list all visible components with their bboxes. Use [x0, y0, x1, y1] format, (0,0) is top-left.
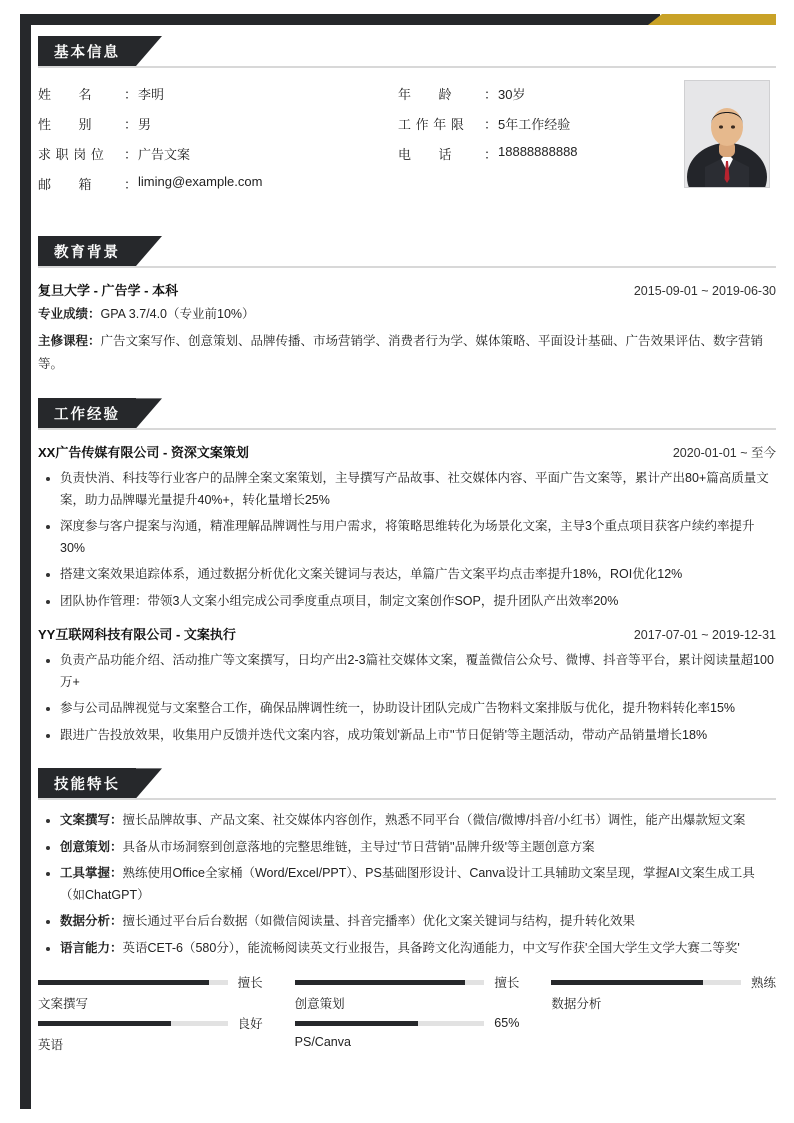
info-email-value: liming@example.com: [138, 174, 263, 189]
list-item: • 参与公司品牌视觉与文案整合工作，确保品牌调性统一，协助设计团队完成广告物料文案排版与优化，提升物料转化率15%: [60, 698, 776, 720]
skill-desc: 英语CET-6（580分），能流畅阅读英文行业报告，具备跨文化沟通能力，中文写作获'全国大学生文学大赛二等奖': [122, 940, 740, 955]
section-skills: [38, 768, 776, 1053]
experience-date: 2017-07-01 ~ 2019-12-31: [633, 628, 776, 643]
info-years-value: 5年工作经验: [498, 117, 571, 132]
section-title-experience: 工作经验: [38, 398, 136, 428]
list-item: [60, 911, 776, 933]
section-title-skills: 技能特长: [38, 768, 136, 798]
skill-name: 数据分析：: [60, 914, 123, 929]
section-title-education: 教育背景: [38, 236, 136, 266]
skill-bar-track: [551, 980, 741, 985]
skill-bar-fill: [551, 980, 703, 985]
experience-role: 文案执行: [183, 627, 236, 643]
experience-bullet-list: [38, 468, 776, 612]
section-header-basic: [38, 36, 776, 66]
skill-bar-item: [38, 1014, 263, 1053]
skill-bar-row: [295, 973, 520, 991]
skill-bar-track: [295, 980, 485, 985]
skill-bar-item: [38, 973, 263, 1012]
skill-bar-name: PS/Canva: [294, 1035, 351, 1050]
experience-entry: [38, 624, 776, 746]
education-courses-value: 广告文案写作、创意策划、品牌传播、市场营销学、消费者行为学、媒体策略、平面设计基础、广告效果评估、数字营销等。: [38, 334, 764, 372]
skill-bar-row: [38, 973, 263, 991]
skill-name: 工具掌握：: [60, 866, 123, 881]
info-age-label: 年 龄: [398, 87, 453, 102]
skill-bar-name: 创意策划: [294, 997, 345, 1012]
education-entry-head: [38, 280, 776, 299]
info-colon: ：: [124, 117, 138, 132]
section-header-tail: [136, 236, 162, 266]
skill-bar-track: [38, 1021, 228, 1026]
skill-bar-fill: [38, 980, 209, 985]
section-experience: [38, 398, 776, 746]
skill-bar-name: 文案撰写: [38, 997, 89, 1012]
info-colon: ：: [124, 147, 138, 162]
skill-name: 创意策划：: [60, 839, 123, 854]
experience-role: 资深文案策划: [170, 445, 249, 461]
info-colon: ：: [484, 87, 498, 102]
info-position-value: 广告文案: [138, 147, 191, 162]
experience-title-wrap: [38, 624, 236, 643]
education-date: 2015-09-01 ~ 2019-06-30: [633, 284, 776, 298]
left-decor-rail: [20, 14, 31, 1109]
skill-bar-item: [295, 1014, 520, 1053]
skill-bar-row: [295, 1014, 520, 1032]
info-name: [38, 84, 398, 103]
skill-bar-item: [295, 973, 520, 1012]
list-item: • 团队协作管理：带领3人文案小组完成公司季度重点项目，制定文案创作SOP，提升团队产出效率20%: [60, 591, 776, 613]
info-name-value: 李明: [138, 87, 165, 102]
skill-bars: [38, 973, 776, 1053]
skill-bar-track: [38, 980, 228, 985]
skill-bar-fill: [295, 980, 466, 985]
skill-bar-track: [295, 1021, 485, 1026]
section-header-skills: [38, 768, 776, 798]
skills-bullet-list: [38, 810, 776, 959]
education-entry: [38, 280, 776, 376]
skill-desc: 熟练使用Office全家桶（Word/Excel/PPT）、PS基础图形设计、Canva设计工具辅助文案呈现，掌握AI文案生成工具（如ChatGPT）: [60, 866, 755, 902]
experience-entry: [38, 442, 776, 612]
list-item: • 负责产品功能介绍、活动推广等文案撰写，日均产出2-3篇社交媒体文案，覆盖微信公众号、微博、抖音等平台，累计阅读量超100万+: [60, 650, 776, 693]
section-title-basic: 基本信息: [38, 36, 136, 66]
info-phone-value: 18888888888: [498, 144, 578, 159]
education-title: 复旦大学 - 广告学 - 本科: [38, 283, 179, 298]
list-item: [60, 863, 776, 906]
experience-date: 2020-01-01 ~ 至今: [672, 446, 776, 461]
list-item: • 负责快消、科技等行业客户的品牌全案文案策划，主导撰写产品故事、社交媒体内容、平面广告文案等，累计产出80+篇高质量文案，助力品牌曝光量提升40%+，转化量增长25%: [60, 468, 776, 511]
skill-bar-row: [551, 973, 776, 991]
section-header-tail: [136, 398, 162, 428]
skill-name: 语言能力：: [60, 940, 123, 955]
skill-desc: 擅长品牌故事、产品文案、社交媒体内容创作，熟悉不同平台（微信/微博/抖音/小红书）调性，能产出爆款短文案: [122, 813, 746, 828]
info-colon: ：: [484, 147, 498, 162]
info-phone-label: 电 话: [398, 147, 453, 162]
section-education: [38, 236, 776, 376]
experience-company: YY互联网科技有限公司: [38, 627, 173, 643]
info-gender: [38, 114, 398, 133]
section-header-tail: [136, 768, 162, 798]
list-item: [60, 810, 776, 832]
info-colon: ：: [484, 117, 498, 132]
experience-bullet-list: [38, 650, 776, 746]
skill-bar-fill: [38, 1021, 171, 1026]
skill-name: 文案撰写：: [60, 813, 123, 828]
skill-bar-level: 擅长: [494, 976, 520, 991]
section-basic-info: [38, 36, 776, 214]
basic-info-body: [38, 68, 776, 214]
info-name-label: 姓 名: [38, 87, 93, 102]
resume-content: [31, 14, 776, 1123]
portrait-photo-icon: [685, 81, 769, 187]
basic-info-grid: [38, 84, 776, 193]
education-courses-label: 主修课程：: [38, 334, 101, 349]
info-colon: ：: [124, 177, 138, 192]
experience-separator: -: [159, 445, 171, 461]
section-rule: [38, 428, 776, 430]
skill-bar-name: 数据分析: [551, 997, 602, 1012]
skill-bar-level: 擅长: [237, 976, 263, 991]
skill-desc: 具备从市场洞察到创意落地的完整思维链，主导过'节日营销''品牌升级'等主题创意方案: [122, 839, 595, 854]
section-header-tail: [136, 36, 162, 66]
list-item: [60, 837, 776, 859]
education-gpa-label: 专业成绩：: [38, 307, 101, 321]
info-gender-label: 性 别: [38, 117, 93, 132]
skill-bar-level: 65%: [494, 1016, 520, 1031]
section-header-education: [38, 236, 776, 266]
experience-separator: -: [172, 627, 184, 643]
list-item: • 跟进广告投放效果，收集用户反馈并迭代文案内容，成功策划'新品上市''节日促销'等主题活动，带动产品销量增长18%: [60, 725, 776, 747]
skill-bar-row: [38, 1014, 263, 1032]
skill-bar-item: [551, 973, 776, 1012]
info-position-label: 求 职 岗 位: [38, 147, 105, 162]
info-email-label: 邮 箱: [38, 177, 93, 192]
skill-desc: 擅长通过平台后台数据（如微信阅读量、抖音完播率）优化文案关键词与结构，提升转化效果: [122, 914, 636, 929]
info-years-label: 工 作 年 限: [398, 117, 465, 132]
experience-entry-head: [38, 624, 776, 643]
experience-company: XX广告传媒有限公司: [38, 445, 160, 461]
info-email: [38, 174, 398, 193]
skill-bar-fill: [295, 1021, 418, 1026]
skill-bar-level: 良好: [237, 1017, 263, 1032]
education-courses-line: [38, 330, 776, 376]
experience-entry-head: [38, 442, 776, 461]
education-gpa-line: [38, 303, 776, 326]
info-gender-value: 男: [138, 117, 152, 132]
avatar: [684, 80, 770, 188]
education-gpa-value: GPA 3.7/4.0（专业前10%）: [100, 307, 255, 321]
info-colon: ：: [124, 87, 138, 102]
list-item: • 搭建文案效果追踪体系，通过数据分析优化文案关键词与表达，单篇广告文案平均点击率提升18%，ROI优化12%: [60, 564, 776, 586]
skill-bar-level: 熟练: [750, 976, 776, 991]
section-rule: [38, 798, 776, 800]
info-age-value: 30岁: [498, 87, 526, 102]
list-item: • 深度参与客户提案与沟通，精准理解品牌调性与用户需求，将策略思维转化为场景化文案，主导3个重点项目获客户续约率提升30%: [60, 516, 776, 559]
list-item: [60, 938, 776, 960]
section-rule: [38, 266, 776, 268]
skill-bar-name: 英语: [38, 1038, 64, 1053]
experience-title-wrap: [38, 442, 249, 461]
info-position: [38, 144, 398, 163]
section-header-experience: [38, 398, 776, 428]
